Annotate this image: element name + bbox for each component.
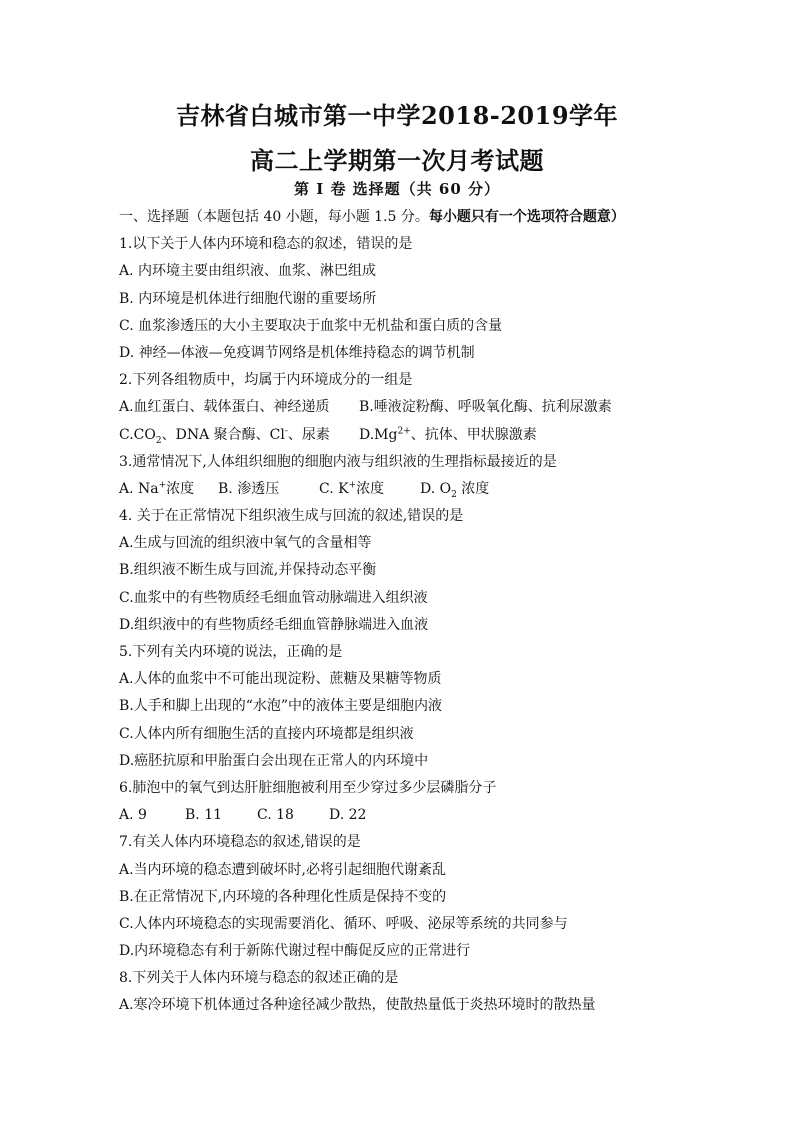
question-2-options-cd: [119, 422, 739, 449]
section-heading: 第 Ⅰ 卷 选择题（共 60 分）: [293, 180, 500, 198]
question-6-option-d: D. 22: [329, 807, 367, 824]
question-5-option-b: B.人手和脚上出现的“水泡”中的液体主要是细胞内液: [119, 698, 443, 715]
question-7-option-a: A.当内环境的稳态遭到破坏时,必将引起细胞代谢紊乱: [119, 861, 447, 878]
exam-title: 吉林省白城市第一中学2018-2019学年: [175, 101, 619, 130]
question-2-options-ab: [119, 394, 739, 421]
question-3-option-b: B. 渗透压: [218, 480, 280, 497]
question-1-option-a: A. 内环境主要由组织液、血浆、淋巴组成: [119, 263, 377, 280]
question-6-options: [119, 802, 739, 829]
question-3-option-d: D. $O_2$ 浓度: [420, 480, 490, 500]
question-4-stem: 4. 关于在正常情况下组织液生成与回流的叙述,错误的是: [119, 508, 464, 525]
question-8-stem: 8.下列关于人体内环境与稳态的叙述正确的是: [119, 970, 399, 987]
question-4-option-c: C.血浆中的有些物质经毛细血管动脉端进入组织液: [119, 589, 428, 606]
question-7-option-c: C.人体内环境稳态的实现需要消化、循环、呼吸、泌尿等系统的共同参与: [119, 915, 568, 932]
question-4-option-d: D.组织液中的有些物质经毛细血管静脉端进入血液: [119, 616, 429, 633]
question-6-option-b: B. 11: [185, 807, 223, 824]
question-8-option-a: A.寒冷环境下机体通过各种途径减少散热，使散热量低于炎热环境时的散热量: [119, 997, 596, 1014]
question-6-stem: 6.肺泡中的氧气到达肝脏细胞被利用至少穿过多少层磷脂分子: [119, 779, 497, 796]
question-5-option-c: C.人体内所有细胞生活的直接内环境都是组织液: [119, 725, 414, 742]
instructions-text: 一、选择题（本题包括 40 小题，每小题 1.5 分。: [119, 209, 429, 225]
question-list: [119, 204, 739, 1020]
question-2-option-a: A.血红蛋白、载体蛋白、神经递质: [119, 399, 330, 416]
question-6-option-c: C. 18: [257, 807, 294, 824]
question-3-stem: 3.通常情况下,人体组织细胞的细胞内液与组织液的生理指标最接近的是: [119, 453, 557, 470]
exam-subtitle: 高二上学期第一次月考试题: [250, 146, 544, 175]
question-2-option-c: $C.CO_2$、DNA 聚合酶、Cl-、尿素: [119, 425, 330, 446]
question-7-option-d: D.内环境稳态有利于新陈代谢过程中酶促反应的正常进行: [119, 943, 471, 960]
question-5-option-d: D.癌胚抗原和甲胎蛋白会出现在正常人的内环境中: [119, 752, 429, 769]
question-7-stem: 7.有关人体内环境稳态的叙述,错误的是: [119, 834, 361, 851]
question-3-option-a: A. Na+浓度: [119, 480, 195, 497]
question-4-option-b: B.组织液不断生成与回流,并保持动态平衡: [119, 562, 377, 579]
question-6-option-a: A. 9: [119, 807, 147, 824]
question-5-option-a: A.人体的血浆中不可能出现淀粉、蔗糖及果糖等物质: [119, 671, 442, 688]
question-2-option-d: $D.Mg^{2+}$、抗体、甲状腺激素: [359, 425, 537, 443]
question-1-option-b: B. 内环境是机体进行细胞代谢的重要场所: [119, 290, 377, 307]
question-1-option-d: D. 神经—体液—免疫调节网络是机体维持稳态的调节机制: [119, 344, 475, 361]
question-2-stem: 2.下列各组物质中，均属于内环境成分的一组是: [119, 372, 413, 389]
question-5-stem: 5.下列有关内环境的说法，正确的是: [119, 644, 343, 660]
question-3-options: [119, 476, 739, 503]
question-2-option-b: B.唾液淀粉酶、呼吸氧化酶、抗利尿激素: [359, 399, 612, 416]
question-3-option-c: C. K+浓度: [319, 480, 385, 497]
instructions: [119, 204, 739, 231]
question-1-stem: 1.以下关于人体内环境和稳态的叙述，错误的是: [119, 236, 413, 253]
question-7-option-b: B.在正常情况下,内环境的各种理化性质是保持不变的: [119, 888, 447, 905]
instructions-emphasis: 每小题只有一个选项符合题意）: [428, 209, 625, 225]
question-1-option-c: C. 血浆渗透压的大小主要取决于血浆中无机盐和蛋白质的含量: [119, 317, 503, 334]
question-4-option-a: A.生成与回流的组织液中氧气的含量相等: [119, 535, 372, 552]
